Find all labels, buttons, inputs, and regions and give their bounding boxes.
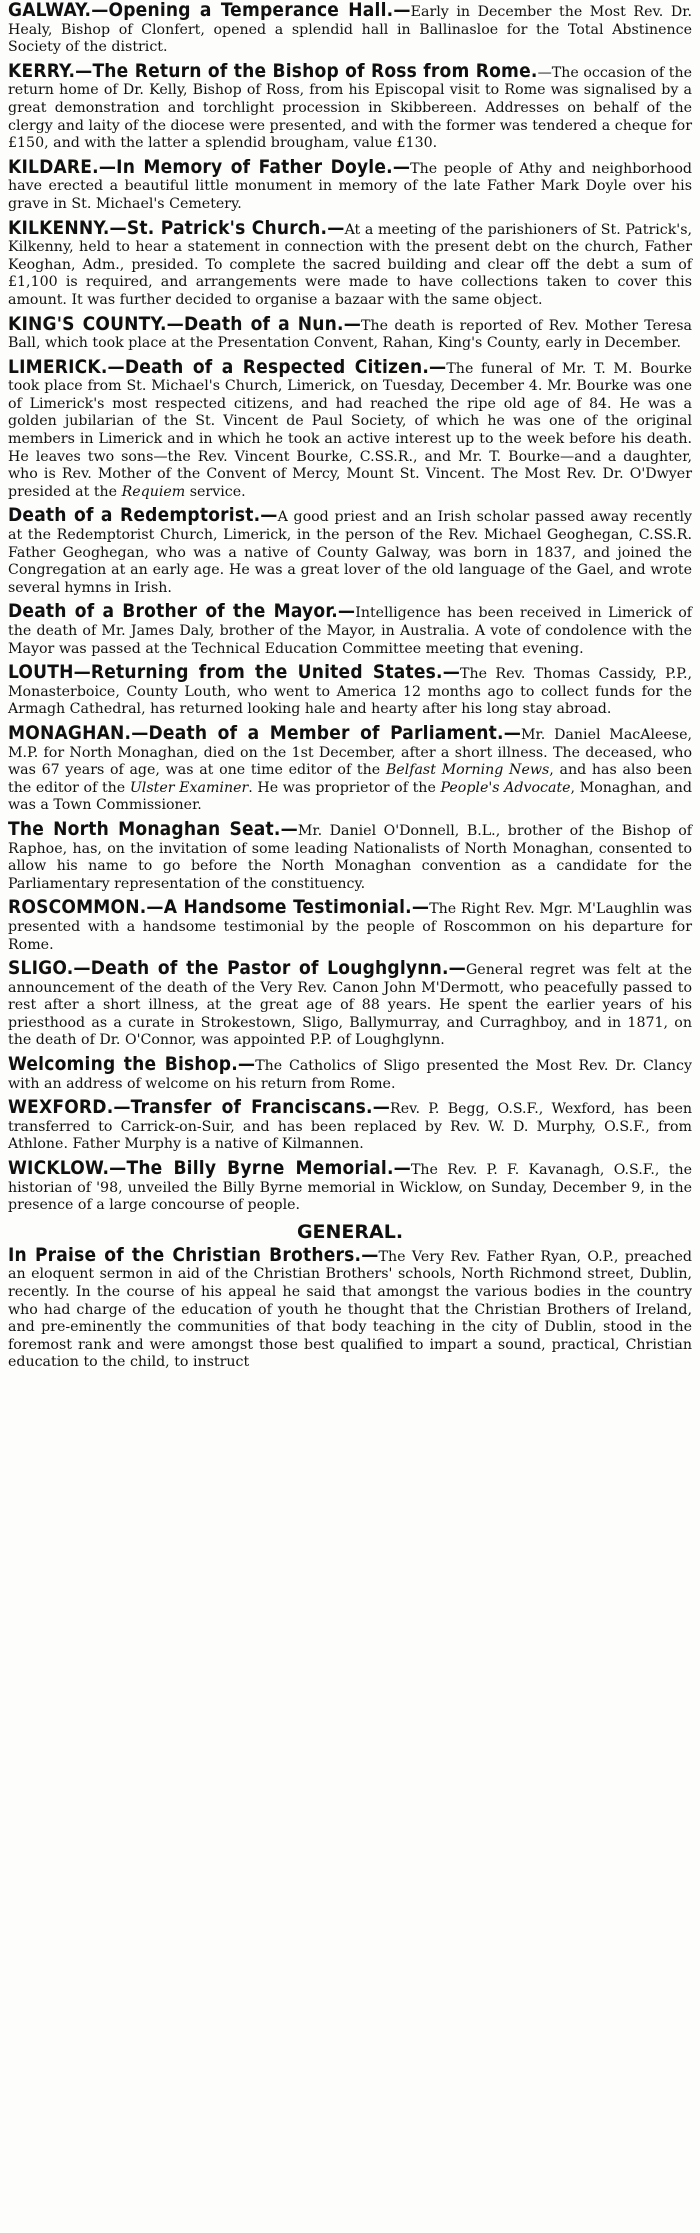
- item-heading: KING'S COUNTY.—Death of a Nun.—: [8, 312, 362, 335]
- paragraph: [8, 2, 692, 57]
- item-heading: GALWAY.—Opening a Temperance Hall.—: [8, 0, 411, 21]
- item-heading: WEXFORD.—Transfer of Franciscans.—: [8, 1096, 391, 1119]
- news-item-monaghan: [8, 721, 693, 815]
- paragraph: [8, 1096, 692, 1154]
- paragraph: [8, 216, 693, 310]
- news-item-welcoming-bishop: [8, 1053, 692, 1093]
- item-heading: LIMERICK.—Death of a Respected Citizen.—: [8, 355, 447, 378]
- paragraph: [8, 600, 692, 658]
- item-heading: Death of a Brother of the Mayor.—: [8, 600, 356, 623]
- paragraph: [8, 661, 692, 719]
- item-text: —The occasion of the return home of Dr. Kelly, Bishop of Ross, from his Episcopal visit to Rome was signalised by a great demonstration and torchlight procession in Skibbereen. Addresses on behalf of the clergy and laity of the diocese were presented, and with the former was tendered a cheque for £150, and with the latter a splendid brougham, value £130.: [8, 64, 692, 152]
- news-item-wexford: [8, 1096, 692, 1154]
- italic-text: People's Advocate: [440, 779, 571, 796]
- italic-text: Ulster Examiner: [129, 779, 249, 796]
- item-text: General regret was felt at the announcement of the death of the Very Rev. Canon John M'Dermott, who peacefully passed to rest after a short illness, at the great age of 88 years. He spent the earlier years of his priesthood as a curate in Strokestown, Sligo, Ballymurray, and Curraghboy, and in 1871, on the death of Dr. O'Connor, was appointed P.P. of Loughglynn.: [8, 962, 692, 1049]
- paragraph: [8, 155, 693, 214]
- news-item-mayor-brother: [8, 600, 692, 658]
- paragraph: [8, 59, 692, 153]
- item-text: The Very Rev. Father Ryan, O.P., preached an eloquent sermon in aid of the Christian Brothers' schools, North Richmond street, Dublin, recently. In the course of his appeal he said that amongst the various bodies in the country who had charge of the education of youth he thought that the Christian Brothers of Ireland, and pre-eminently the communities of that body teaching in the city of Dublin, stood in the foremost rank and were amongst those best qualified to impart a sound, practical, Christian education to the child, to instruct: [8, 1248, 693, 1371]
- item-text: A good priest and an Irish scholar passed away recently at the Redemptorist Church, Limerick, in the person of the Rev. Michael Geoghegan, C.SS.R. Father Geoghegan, who was a native of County Galway, was born in 1837, and joined the Congregation at an early age. He was a great lover of the old language of the Gael, and wrote several hymns in Irish.: [8, 509, 692, 596]
- item-heading: WICKLOW.—The Billy Byrne Memorial.—: [8, 1157, 411, 1180]
- section-heading-general: GENERAL.: [296, 1220, 404, 1243]
- news-item-louth: [8, 661, 692, 719]
- news-item-limerick: [8, 355, 692, 502]
- item-text: The people of Athy and neighborhood have erected a beautiful little monument in memory of the late Father Mark Doyle over his grave in St. Michael's Cemetery.: [8, 160, 693, 212]
- italic-text: Belfast Morning News: [385, 762, 550, 779]
- paragraph: [8, 817, 692, 893]
- news-item-kings-county: [8, 312, 692, 353]
- item-text: , and has also been the editor of the: [8, 762, 693, 796]
- news-item-kerry: [8, 59, 692, 153]
- paragraph: [8, 1053, 692, 1093]
- item-text: . He was proprietor of the: [248, 779, 441, 796]
- paragraph: [8, 896, 692, 954]
- item-heading: LOUTH—Returning from the United States.—: [8, 661, 460, 684]
- item-text: The Catholics of Sligo presented the Most Rev. Dr. Clancy with an address of welcome on his return from Rome.: [8, 1058, 692, 1092]
- item-heading: Welcoming the Bishop.—: [8, 1053, 256, 1076]
- item-text: The Right Rev. Mgr. M'Laughlin was presented with a handsome testimonial by the people of Roscommon on his departure for Rome.: [8, 901, 692, 953]
- news-item-wicklow: [8, 1157, 692, 1215]
- item-text: At a meeting of the parishioners of St. Patrick's, Kilkenny, held to hear a statement in connection with the present debt on the church, Father Keoghan, Adm., presided. To complete the sacred building and clear off the debt a sum of £1,100 is required, and arrangements were made to have collections taken to cover this amount. It was further decided to organise a bazaar with the same object.: [8, 221, 693, 308]
- news-item-galway: [8, 2, 692, 57]
- item-text: , Monaghan, and was a Town Commissioner.: [8, 779, 692, 814]
- news-item-north-monaghan-seat: [8, 817, 692, 893]
- item-text: The Rev. Thomas Cassidy, P.P., Monasterboice, County Louth, who went to America 12 months ago to collect funds for the Armagh Cathedral, has returned looking hale and hearty after his long stay abroad.: [8, 666, 692, 718]
- paragraph: [8, 312, 692, 353]
- paragraph: [8, 957, 692, 1050]
- item-heading: The North Monaghan Seat.—: [8, 817, 298, 840]
- item-text: Intelligence has been received in Limerick of the death of Mr. James Daly, brother of the Mayor, in Australia. A vote of condolence with the Mayor was passed at the Technical Education Committee meeting that evening.: [8, 605, 692, 657]
- item-heading: KILDARE.—In Memory of Father Doyle.—: [8, 155, 411, 178]
- item-text: service.: [185, 483, 246, 500]
- news-item-kildare: [8, 155, 693, 214]
- item-heading: SLIGO.—Death of the Pastor of Loughglynn.—: [8, 957, 466, 980]
- news-item-kilkenny: [8, 216, 693, 310]
- paragraph: [8, 1243, 693, 1372]
- paragraph: [8, 1157, 692, 1215]
- item-text: Mr. Daniel O'Donnell, B.L., brother of the Bishop of Raphoe, has, on the invitation of some leading Nationalists of North Monaghan, consented to allow his name to go before the North Monaghan convention as a candidate for the Parliamentary representation of the constituency.: [8, 822, 692, 892]
- news-item-sligo: [8, 957, 692, 1050]
- paragraph: [8, 721, 693, 815]
- news-item-redemptorist: [8, 504, 692, 597]
- item-text: Early in December the Most Rev. Dr. Healy, Bishop of Clonfert, opened a splendid hall in Ballinasloe for the Total Abstinence Society of the district.: [8, 4, 692, 56]
- item-heading: ROSCOMMON.—A Handsome Testimonial.—: [8, 896, 430, 919]
- paragraph: [8, 355, 692, 502]
- item-text: Mr. Daniel MacAleese, M.P. for North Monaghan, died on the 1st December, after a short illness. The deceased, who was 67 years of age, was at one time editor of the: [8, 726, 692, 779]
- paragraph: [8, 504, 692, 597]
- item-text: The funeral of Mr. T. M. Bourke took place from St. Michael's Church, Limerick, on Tuesday, December 4. Mr. Bourke was one of Limerick's most respected citizens, and had reached the ripe old age of 84. He was a golden jubilarian of the St. Vincent de Paul Society, of which he was one of the original members in Limerick and in which he took an active interest up to the week before his death. He leaves two sons—the Rev. Vincent Bourke, C.SS.R., and Mr. T. Bourke—and a daughter, who is Rev. Mother of the Convent of Mercy, Mount St. Vincent. The Most Rev. Dr. O'Dwyer presided at the: [8, 360, 692, 500]
- item-text: The death is reported of Rev. Mother Teresa Ball, which took place at the Presentation Convent, Rahan, King's County, early in December.: [8, 317, 692, 352]
- italic-text: Requiem: [121, 483, 186, 500]
- item-heading: KERRY.—The Return of the Bishop of Ross from Rome.: [8, 59, 538, 82]
- news-item-roscommon: [8, 896, 692, 954]
- item-heading: Death of a Redemptorist.—: [8, 504, 278, 527]
- item-heading: MONAGHAN.—Death of a Member of Parliament.—: [8, 721, 522, 744]
- item-heading: KILKENNY.—St. Patrick's Church.—: [8, 216, 345, 239]
- news-item-christian-brothers: [8, 1243, 693, 1372]
- item-heading: In Praise of the Christian Brothers.—: [8, 1243, 379, 1266]
- item-text: Rev. P. Begg, O.S.F., Wexford, has been transferred to Carrick-on-Suir, and has been replaced by Rev. W. D. Murphy, O.S.F., from Athlone. Father Murphy is a native of Kilmannen.: [8, 1101, 692, 1153]
- item-text: The Rev. P. F. Kavanagh, O.S.F., the historian of '98, unveiled the Billy Byrne memorial in Wicklow, on Sunday, December 9, in the presence of a large concourse of people.: [8, 1162, 692, 1214]
